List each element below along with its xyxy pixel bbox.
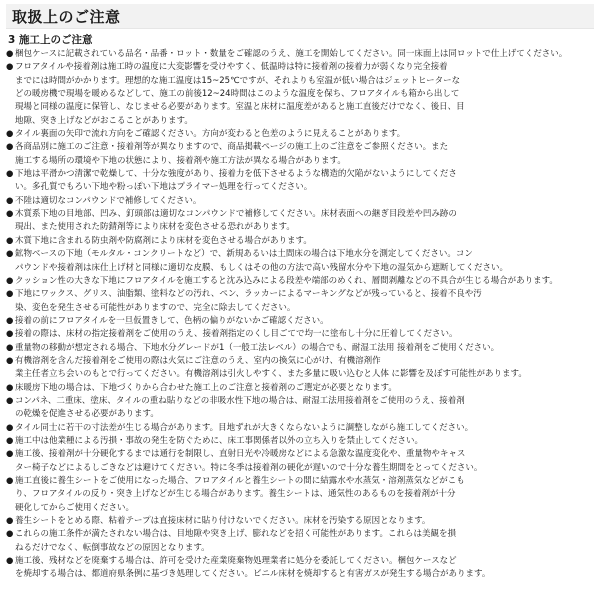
bullet-icon: ● bbox=[6, 195, 14, 206]
caution-text bbox=[15, 528, 594, 555]
bullet-icon: ● bbox=[6, 355, 14, 366]
caution-text bbox=[15, 448, 594, 475]
caution-line: 現出、また使用された防錆剤等により床材を変色させる恐れがあります。 bbox=[15, 222, 295, 233]
caution-item bbox=[6, 515, 594, 528]
caution-line: 接着の際は、床材の指定接着剤をご使用のうえ、接着剤指定のくし目ごてで均一に塗布し十分に圧着してください。 bbox=[15, 329, 458, 340]
caution-line: 養生シートをとめる際、粘着テープは直接床材に貼り付けないでください。床材を汚染する原因となります。 bbox=[15, 516, 431, 527]
caution-item bbox=[6, 288, 594, 315]
bullet-icon: ● bbox=[6, 235, 14, 246]
caution-line: パウンドや接着剤は床仕上げ材と同様に適切な皮膜、もしくはその他の方法で高い残留水分や下地の湿気から遮断してください。 bbox=[15, 262, 509, 273]
caution-line: 接着の前にフロアタイルを一旦仮置きして、色柄の偏りがないかご確認ください。 bbox=[15, 315, 329, 326]
caution-text bbox=[15, 208, 594, 235]
caution-line: クッション性の大きな下地にフロアタイルを施工すると沈み込みによる段差や端部のめくれ、層間剥離などの不具合が生じる場合があります。 bbox=[15, 275, 558, 286]
caution-line: 木質系下地の目地部、凹み、釘頭部は適切なコンパウンドで補修してください。床材表面への継ぎ目段差や凹み跡の bbox=[15, 209, 457, 220]
caution-item bbox=[6, 248, 594, 275]
caution-item bbox=[6, 528, 594, 555]
caution-text bbox=[15, 288, 594, 315]
caution-line: 鉱物ベースの下地（モルタル・コンクリートなど）で、新規あるいは土間床の場合は下地水分を測定してください。コン bbox=[15, 249, 473, 260]
caution-text bbox=[15, 555, 594, 582]
caution-text bbox=[15, 128, 594, 141]
caution-text bbox=[15, 248, 594, 275]
bullet-icon: ● bbox=[6, 329, 14, 340]
bullet-icon: ● bbox=[6, 435, 14, 446]
caution-text bbox=[15, 61, 594, 128]
title-bar bbox=[6, 4, 594, 29]
section-subtitle: 3 施工上のご注意 bbox=[8, 34, 93, 46]
caution-line: 硬化してからご使用ください。 bbox=[15, 502, 135, 513]
bullet-icon: ● bbox=[6, 476, 14, 486]
bullet-icon: ● bbox=[6, 49, 14, 59]
caution-line: を焼却する場合は、都道府県条例に基づき処理してください。ビニル床材を焼却すると有害ガスが発生する場合があります。 bbox=[15, 569, 491, 580]
caution-text bbox=[15, 422, 594, 435]
caution-line: 施工後、残材などを廃棄する場合は、許可を受けた産業廃棄物処理業者に処分を委託してください。梱包ケースなど bbox=[15, 556, 457, 567]
caution-text bbox=[15, 342, 594, 355]
caution-item bbox=[6, 275, 594, 288]
bullet-icon: ● bbox=[6, 315, 14, 326]
caution-item bbox=[6, 382, 594, 395]
bullet-icon: ● bbox=[6, 449, 14, 460]
caution-line: 地隙、突き上げなどがおこることがあります。 bbox=[15, 115, 193, 126]
bullet-icon: ● bbox=[6, 516, 14, 527]
caution-line: 床暖房下地の場合は、下地づくりから合わせた施工上のご注意と接着剤のご選定が必要となります。 bbox=[15, 382, 397, 393]
caution-item bbox=[6, 422, 594, 435]
caution-line: 有機溶剤を含んだ接着剤をご使用の際は火気にご注意のうえ、室内の換気に心がけ、有機溶剤作 bbox=[15, 355, 381, 366]
bullet-icon: ● bbox=[6, 62, 14, 73]
caution-line: タイル裏面の矢印で流れ方向をご確認ください。方向が変わると色差のように見えることがあります。 bbox=[15, 129, 406, 140]
caution-text bbox=[15, 475, 594, 515]
bullet-icon: ● bbox=[6, 142, 14, 153]
caution-item bbox=[6, 555, 594, 582]
caution-item bbox=[6, 475, 594, 515]
caution-item bbox=[6, 195, 594, 208]
caution-item bbox=[6, 61, 594, 128]
caution-line: 業主任者立ち会いのもとで行ってください。有機溶剤は引火しやすく、また多量に吸い込むと人体 に影響を及ぼす可能性があります。 bbox=[15, 369, 527, 380]
bullet-icon: ● bbox=[6, 209, 14, 220]
caution-line: 施工中は他業種による汚損・事故の発生を防ぐために、床工事関係者以外の立ち入りを禁止してください。 bbox=[15, 435, 424, 446]
caution-item bbox=[6, 342, 594, 355]
caution-line: 染、変色を発生させる可能性がありますので、完全に除去してください。 bbox=[15, 302, 296, 313]
caution-item bbox=[6, 235, 594, 248]
caution-text bbox=[15, 235, 594, 248]
caution-line: どの暖房機で現場を暖めるなどして、施工の前後12~24時間はこのような温度を保ち、フロアタイルも箱から出して bbox=[15, 89, 460, 100]
bullet-icon: ● bbox=[6, 169, 14, 180]
caution-item bbox=[6, 128, 594, 141]
caution-text bbox=[15, 395, 594, 422]
caution-line: ねるだけでなく、転倒事故などの原因となります。 bbox=[15, 542, 210, 553]
caution-item bbox=[6, 315, 594, 328]
caution-item bbox=[6, 448, 594, 475]
caution-item bbox=[6, 328, 594, 341]
caution-line: 重量物の移動が想定される場合、下地水分グレードが1（一般工法レベル）の場合でも、耐湿工法用 接着剤をご使用ください。 bbox=[15, 342, 500, 353]
bullet-icon: ● bbox=[6, 382, 14, 393]
caution-item bbox=[6, 48, 594, 61]
caution-text bbox=[15, 515, 594, 528]
caution-list bbox=[6, 48, 594, 582]
page-title: 取扱上のご注意 bbox=[12, 7, 121, 26]
bullet-icon: ● bbox=[6, 289, 14, 300]
caution-line: り、フロアタイルの反り・突き上げなどが生じる場合があります。養生シートは、通気性のあるものを接着剤が十分 bbox=[15, 489, 456, 500]
caution-text bbox=[15, 315, 594, 328]
caution-text bbox=[15, 141, 594, 168]
caution-text bbox=[15, 168, 594, 195]
caution-line: 梱包ケースに記載されている品名・品番・ロット・数量をご確認のうえ、施工を開始してください。同一床面上は同ロットで仕上げてください。 bbox=[15, 49, 568, 59]
bullet-icon: ● bbox=[6, 249, 14, 260]
caution-item bbox=[6, 395, 594, 422]
caution-line: い。多孔質でもろい下地や粉っぽい下地はプライマー処理を行ってください。 bbox=[15, 182, 313, 193]
caution-line: 施工する場所の環境や下地の状態により、接着剤や施工方法が異なる場合があります。 bbox=[15, 155, 346, 166]
caution-line: フロアタイルや接着剤は施工時の温度に大変影響を受けやすく、低温時は特に接着剤の接着力が弱くなり完全接着 bbox=[15, 62, 448, 73]
caution-line: の乾燥を促進させる必要があります。 bbox=[15, 409, 159, 420]
caution-line: 現場と同様の温度に保管し、なじませる必要があります。室温と床材に温度差があると施工直後だけでなく、後日、目 bbox=[15, 102, 465, 113]
caution-line: 下地は平滑かつ清潔で乾燥して、十分な強度があり、接着力を低下させるような構造的欠陥がないようにしてくださ bbox=[15, 169, 457, 180]
caution-line: ター椅子などによるしごきなどは避けてください。特に冬季は接着剤の硬化が遅いので十分な養生期間をとってください。 bbox=[15, 462, 483, 473]
bullet-icon: ● bbox=[6, 556, 14, 567]
bullet-icon: ● bbox=[6, 422, 14, 433]
bullet-icon: ● bbox=[6, 342, 14, 353]
bullet-icon: ● bbox=[6, 275, 14, 286]
caution-text bbox=[15, 382, 594, 395]
caution-item bbox=[6, 168, 594, 195]
caution-text bbox=[15, 355, 594, 382]
caution-line: までには時間がかかります。理想的な施工温度は15~25℃ですが、それよりも室温が低い場合はジェットヒーターな bbox=[15, 75, 461, 86]
caution-item bbox=[6, 208, 594, 235]
caution-item bbox=[6, 141, 594, 168]
caution-text bbox=[15, 195, 594, 208]
caution-text bbox=[15, 48, 594, 61]
caution-line: 木質下地に含まれる防虫剤や防腐剤により床材を変色させる場合があります。 bbox=[15, 235, 312, 246]
bullet-icon: ● bbox=[6, 395, 14, 406]
caution-text bbox=[15, 435, 594, 448]
caution-line: 施工後、接着剤が十分硬化するまでは通行を制限し、直射日光や冷暖房などによる急激な温度変化や、重量物やキャス bbox=[15, 449, 466, 460]
bullet-icon: ● bbox=[6, 529, 14, 540]
caution-text bbox=[15, 328, 594, 341]
bullet-icon: ● bbox=[6, 129, 14, 140]
caution-item bbox=[6, 435, 594, 448]
caution-line: 下地にワックス、グリス、油脂類、塗料などの汚れ、ペン、ラッカーによるマーキングなどが残っていると、接着不良や汚 bbox=[15, 289, 482, 300]
caution-text bbox=[15, 275, 594, 288]
caution-line: これらの施工条件が満たされない場合は、目地隙や突き上げ、膨れなどを招く可能性があります。これらは美観を損 bbox=[15, 529, 456, 540]
caution-line: 施工直後に養生シートをご使用になった場合、フロアタイルと養生シートの間に結露水や水蒸気・溶剤蒸気などがこも bbox=[15, 476, 465, 486]
caution-item bbox=[6, 355, 594, 382]
caution-line: 不陸は適切なコンパウンドで補修してください。 bbox=[15, 195, 202, 206]
caution-line: タイル同士に若干の寸法差が生じる場合があります。目地ずれが大きくならないように調整しながら施工してください。 bbox=[15, 422, 474, 433]
caution-line: 各商品別に施工のご注意・接着剤等が異なりますので、商品掲載ページの施工上のご注意をご参照ください。また bbox=[15, 142, 449, 153]
caution-line: コンパネ、二重床、塗床、タイルの重ね貼りなどの非吸水性下地の場合は、耐湿工法用接着剤をご使用のうえ、接着剤 bbox=[15, 395, 465, 406]
